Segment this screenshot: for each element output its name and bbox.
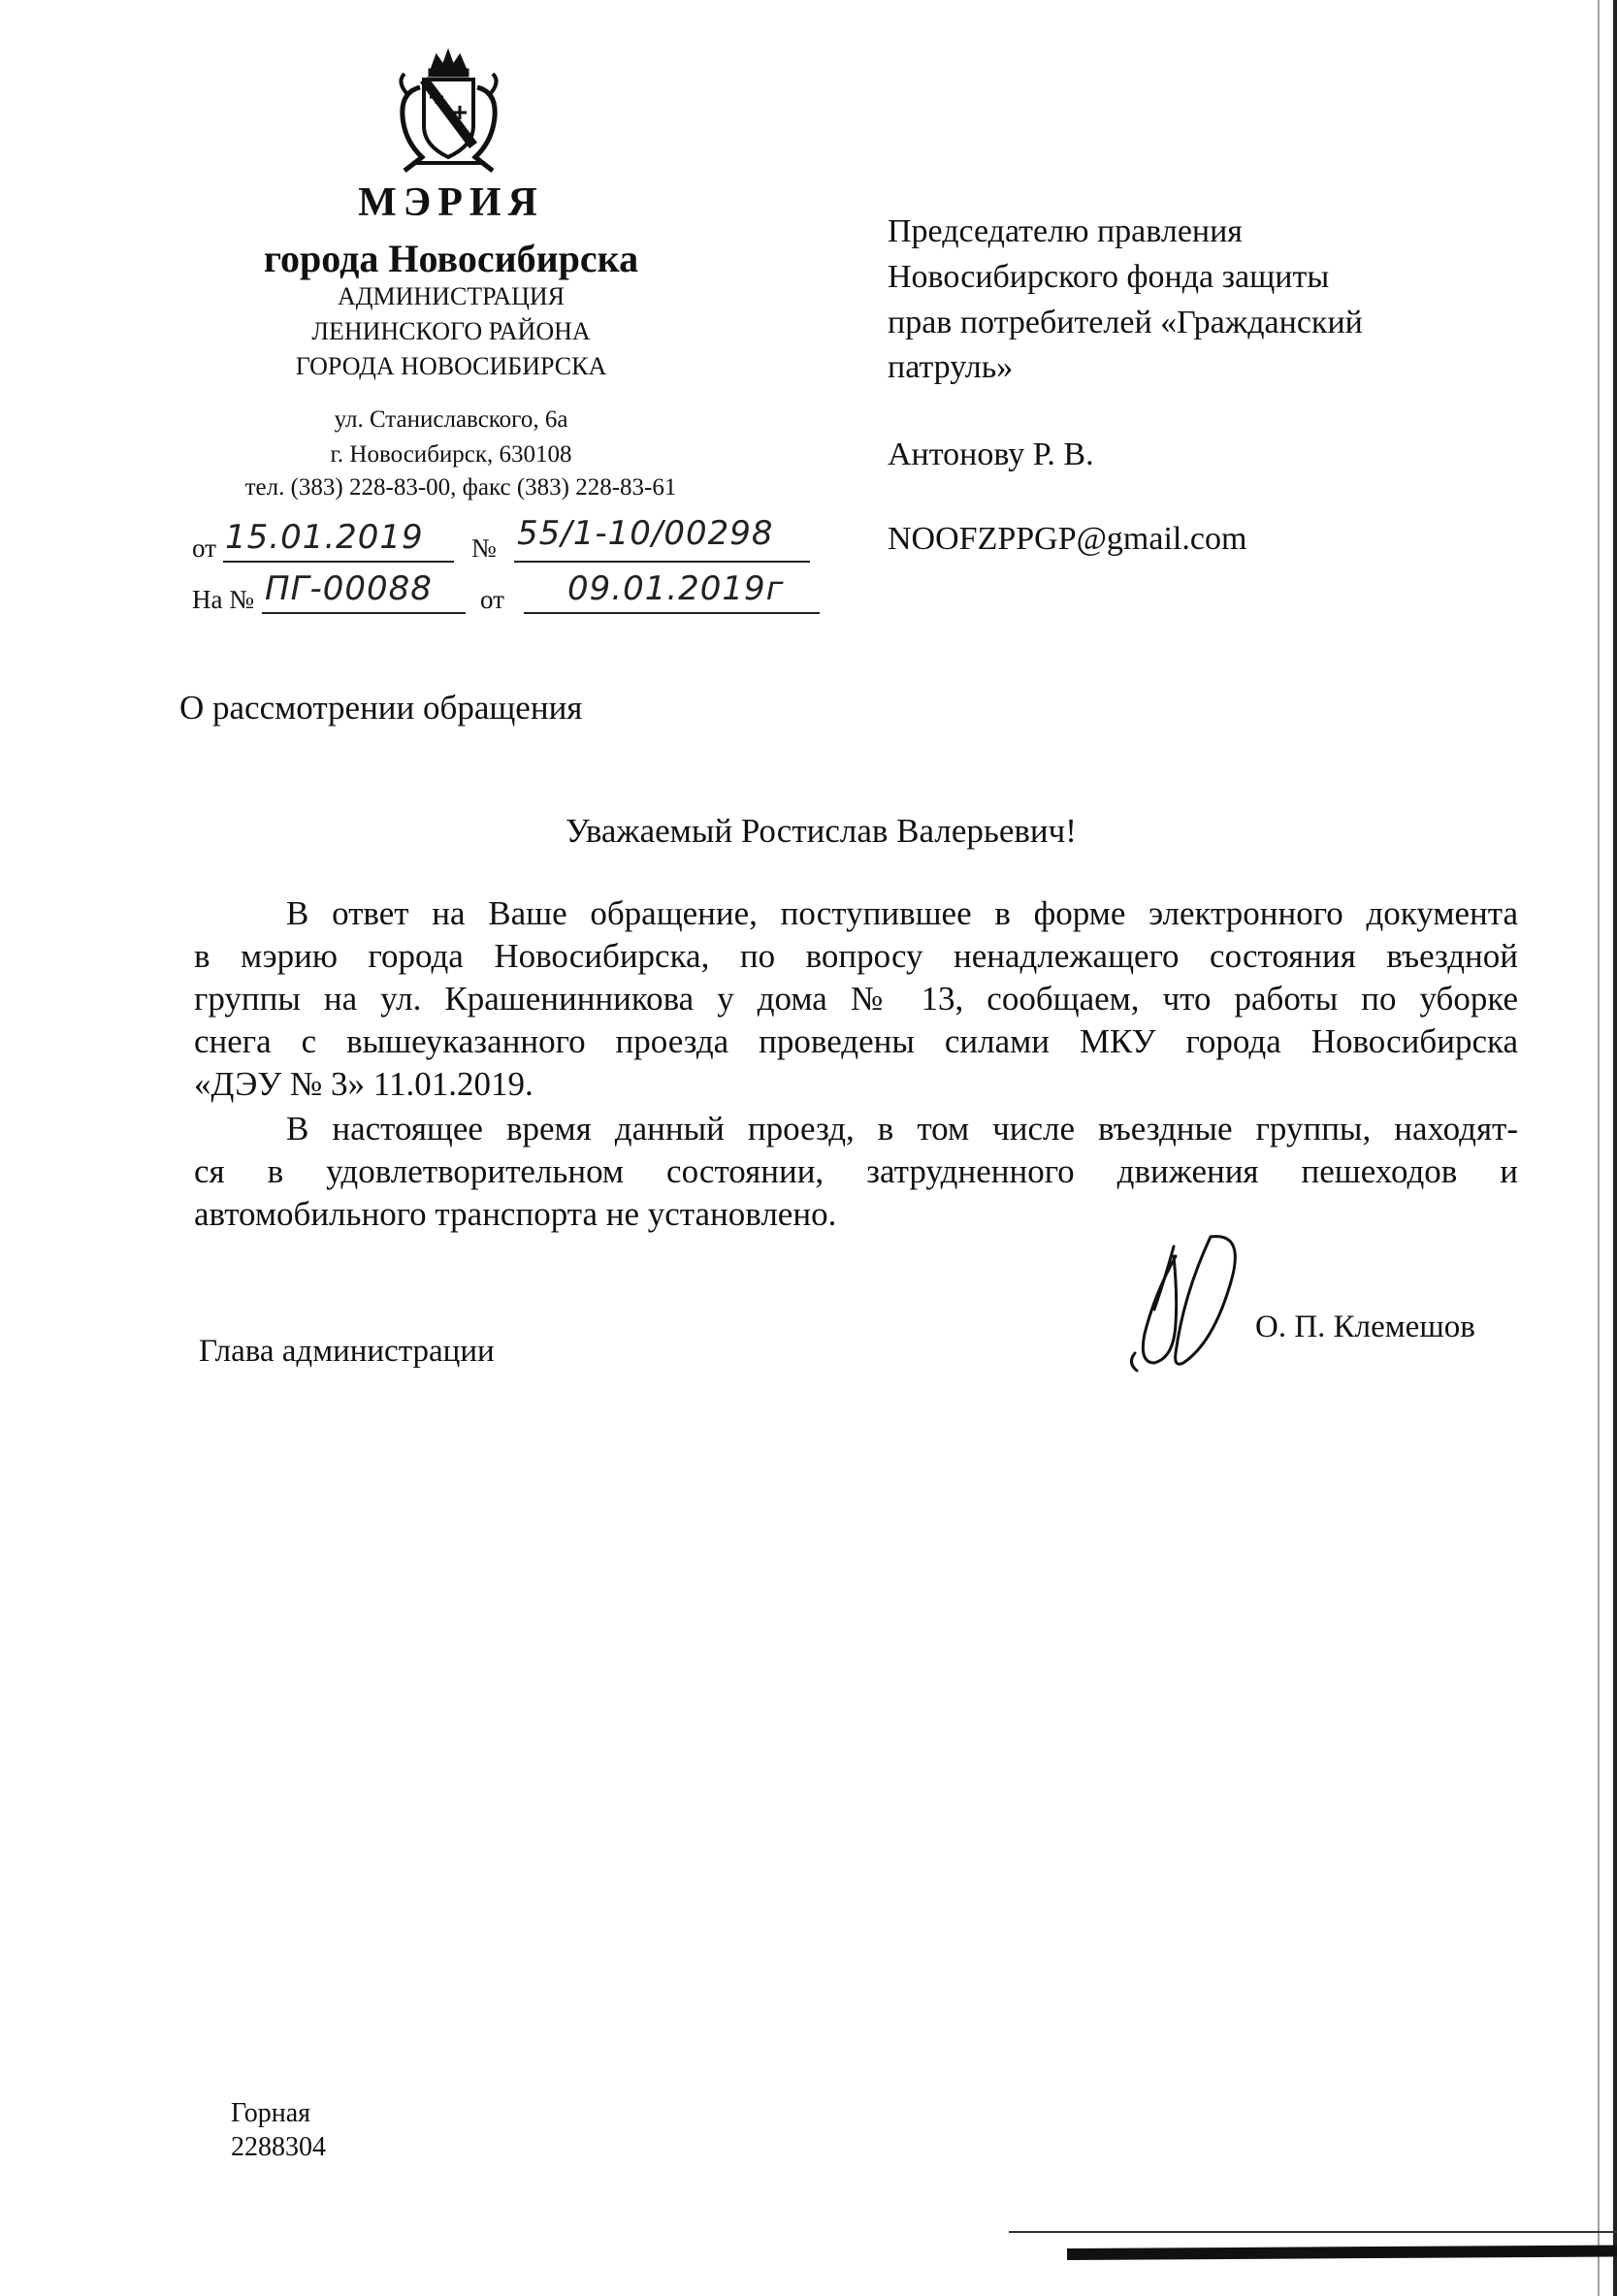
body-paragraph: [194, 892, 1518, 1106]
body-line: автомобильного транспорта не установлено.: [194, 1195, 837, 1233]
scan-edge: [1613, 0, 1617, 2296]
scan-edge-shadow: [1598, 0, 1600, 2296]
signature-name: О. П. Клемешов: [1255, 1310, 1475, 1344]
recipient-email: NOOFZPPGP@gmail.com: [888, 521, 1247, 557]
body-line: «ДЭУ № 3» 11.01.2019.: [194, 1065, 534, 1103]
ref-from-date: 15.01.2019: [225, 518, 424, 557]
org-title: МЭРИЯ: [358, 180, 544, 225]
ref-underline: [223, 561, 454, 563]
handwritten-signature-icon: [1116, 1217, 1261, 1377]
body-paragraph: [194, 1108, 1518, 1236]
ref-underline: [514, 561, 810, 563]
ref-on-date: 09.01.2019г: [567, 569, 785, 608]
body-line: группы на ул. Крашенинникова у дома № 13, сообщаем, что работы по уборке: [194, 980, 1518, 1018]
recipient-name: Антонову Р. В.: [888, 437, 1094, 472]
coat-of-arms-icon: [393, 49, 504, 175]
ref-from-label: от: [192, 534, 216, 563]
greeting: Уважаемый Ростислав Валерьевич!: [566, 812, 1077, 850]
body-line: снега с вышеуказанного проезда проведены силами МКУ города Новосибирска: [194, 1022, 1518, 1060]
ref-on-number: ПГ-00088: [265, 569, 433, 608]
subject: О рассмотрении обращения: [179, 689, 583, 727]
recipient-line: прав потребителей «Гражданский: [888, 305, 1363, 340]
org-admin-line: ГОРОДА НОВОСИБИРСКА: [295, 352, 607, 380]
org-admin-line: ЛЕНИНСКОГО РАЙОНА: [311, 317, 591, 345]
executor-name: Горная: [231, 2098, 311, 2128]
org-admin-line: АДМИНИСТРАЦИЯ: [338, 282, 565, 310]
body-line: в мэрию города Новосибирска, по вопросу ненадлежащего состояния въездной: [194, 937, 1518, 975]
ref-number: 55/1-10/00298: [517, 514, 774, 553]
recipient-line: патруль»: [888, 349, 1014, 385]
body-line: В настоящее время данный проезд, в том числе въездные группы, находят-: [286, 1110, 1518, 1148]
body-line: ся в удовлетворительном состоянии, затрудненного движения пешеходов и: [194, 1152, 1518, 1190]
recipient-line: Председателю правления: [888, 213, 1243, 249]
ref-underline: [262, 612, 466, 614]
ref-on-from-label: от: [480, 585, 504, 614]
org-city: города Новосибирска: [263, 237, 639, 280]
scan-edge-bottom: [1009, 2231, 1617, 2233]
address-city: г. Новосибирск, 630108: [330, 441, 572, 468]
ref-on-label: На №: [192, 585, 254, 614]
scan-edge-bottom-bar: [1067, 2246, 1617, 2260]
ref-underline: [524, 612, 820, 614]
ref-number-label: №: [471, 534, 497, 563]
body-line: В ответ на Ваше обращение, поступившее в форме электронного документа: [286, 894, 1518, 932]
signature-position: Глава администрации: [199, 1334, 495, 1369]
phones: тел. (383) 228-83-00, факс (383) 228-83-61: [244, 474, 677, 501]
recipient-line: Новосибирского фонда защиты: [888, 259, 1330, 295]
executor-phone: 2288304: [231, 2132, 326, 2162]
address-street: ул. Станиславского, 6а: [334, 406, 568, 433]
